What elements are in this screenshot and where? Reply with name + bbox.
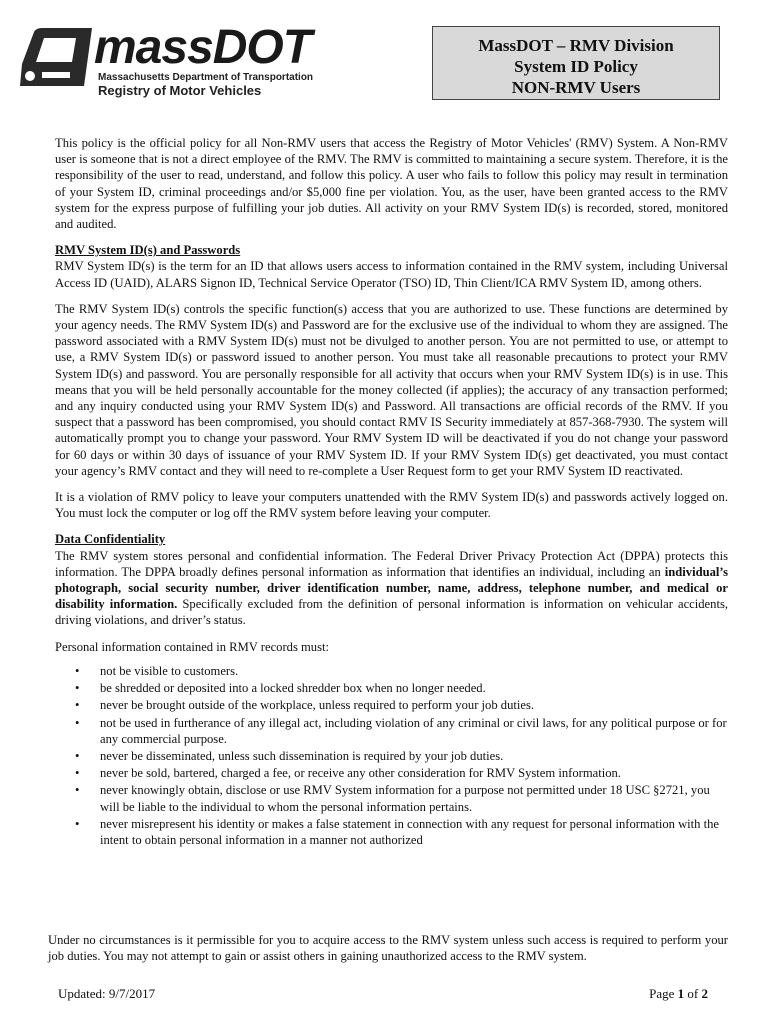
logo-wordmark: massDOT (94, 21, 312, 74)
list-item: • never be disseminated, unless such dissemination is required by your job duties. (55, 748, 728, 764)
policy-body (55, 135, 728, 854)
intro-paragraph: This policy is the official policy for all Non-RMV users that access the Registry of Motor Vehicles' (RMV) System. A Non-RMV user is someone that is not a direct employee of the RMV. The RMV is committed to maintaining a secure system. Therefore, it is the responsibility of the user to read, understand, and follow this policy. A user who fails to follow this policy may result in termination of your System ID, criminal proceedings and/or $5,000 fine per violation. You, as the user, have been granted access to the RMV system for the express purpose of fulfilling your job duties. All activity on your RMV System ID(s) is recorded, stored, monitored and audited. (55, 136, 728, 232)
dppa-text-a: The RMV system stores personal and confidential information. The Federal Driver Privacy Protection Act (DPPA) protects this information. The DPPA broadly defines personal information as information that identifies an individual, including an (55, 548, 728, 579)
dppa-text-b: Specifically excluded from the definition of personal information is information on vehicular accidents, driving violations, and driver’s status. (55, 597, 728, 628)
page-total: 2 (701, 986, 708, 1001)
unattended-paragraph: It is a violation of RMV policy to leave your computers unattended with the RMV System ID(s) and passwords actively logged on. You must lock the computer or log off the RMV system before leaving your computer. (55, 490, 728, 521)
section-heading-data-confidentiality: Data Confidentiality (55, 532, 166, 547)
policy-title-box (432, 26, 720, 100)
massdot-logo (14, 20, 314, 96)
title-line-policy: System ID Policy (514, 57, 638, 76)
list-item: • be shredded or deposited into a locked shredder box when no longer needed. (55, 680, 728, 696)
title-line-audience: NON-RMV Users (511, 78, 641, 97)
list-item: • not be used in furtherance of any illegal act, including violation of any criminal or civil laws, for any political purpose or for any commercial purpose. (55, 715, 728, 747)
car-silhouette-icon (14, 24, 96, 92)
list-item: • never be sold, bartered, charged a fee, or receive any other consideration for RMV System information. (55, 765, 728, 781)
list-item: • not be visible to customers. (55, 663, 728, 679)
page-of: of (687, 986, 699, 1001)
page-number (649, 986, 708, 1002)
closing-paragraph: Under no circumstances is it permissible for you to acquire access to the RMV system unless such access is required to perform your job duties. You may not attempt to gain or assist others in gaining unauthorized access to the RMV system. (48, 933, 728, 964)
ids-definition-paragraph: RMV System ID(s) is the term for an ID that allows users access to information contained in the RMV system, including Universal Access ID (UAID), ALARS Signon ID, Technical Service Operator (TSO) ID, Thin Client/ICA RMV System ID, among others. (55, 259, 728, 290)
title-line-division: MassDOT – RMV Division (478, 36, 674, 55)
updated-date: Updated: 9/7/2017 (58, 986, 156, 1001)
dppa-paragraph (55, 548, 728, 629)
list-item: • never knowingly obtain, disclose or use RMV System information for a purpose not permitted under 18 USC §2721, you will be liable to the individual to whom the personal information pertains. (55, 782, 728, 814)
list-intro: Personal information contained in RMV records must: (55, 639, 329, 654)
list-item: • never misrepresent his identity or makes a false statement in connection with any request for personal information with the intent to obtain personal information in a manner not authorized (55, 816, 728, 848)
list-item: • never be brought outside of the workplace, unless required to perform your job duties. (55, 697, 728, 713)
page-label: Page (649, 986, 675, 1001)
ids-controls-paragraph: The RMV System ID(s) controls the specific function(s) access that you are authorized to use. These functions are determined by your agency needs. The RMV System ID(s) and Password are for the exclusive use of the individual to whom they are assigned. The password associated with a RMV System ID(s) must not be divulged to another person. You are not permitted to use, or attempt to use, a RMV System ID(s) or password issued to another person. You must take all reasonable precautions to protect your RMV System ID(s) and password. You are personally responsible for all activity that occurs when your RMV System ID(s) is in use. This means that you will be held personally accountable for the money collected (if applies); the accuracy of any transaction performed; and any inquiry conducted using your RMV System ID(s) and Password. All transactions are official records of the RMV. If you suspect that a password has been compromised, you should contact RMV IS Security immediately at 857-368-7930. The system will automatically prompt you to change your password. Your RMV System ID will be deactivated if you do not change your password for 60 days or within 30 days of issuance of your RMV System ID. If your RMV System ID(s) get deactivated, you must contact your agency’s RMV contact and they will need to re-complete a User Request form to get your RMV System ID reactivated. (55, 301, 728, 478)
dppa-text-bold: individual’s photograph, social security number, driver identification number, name, address, telephone number, and medical or disability information. (55, 564, 728, 612)
section-heading-ids-passwords: RMV System ID(s) and Passwords (55, 243, 241, 258)
logo-department: Massachusetts Department of Transportation (98, 72, 314, 83)
page-current: 1 (677, 986, 685, 1001)
personal-info-rules-list (55, 663, 728, 848)
logo-rmv: Registry of Motor Vehicles (98, 83, 262, 98)
